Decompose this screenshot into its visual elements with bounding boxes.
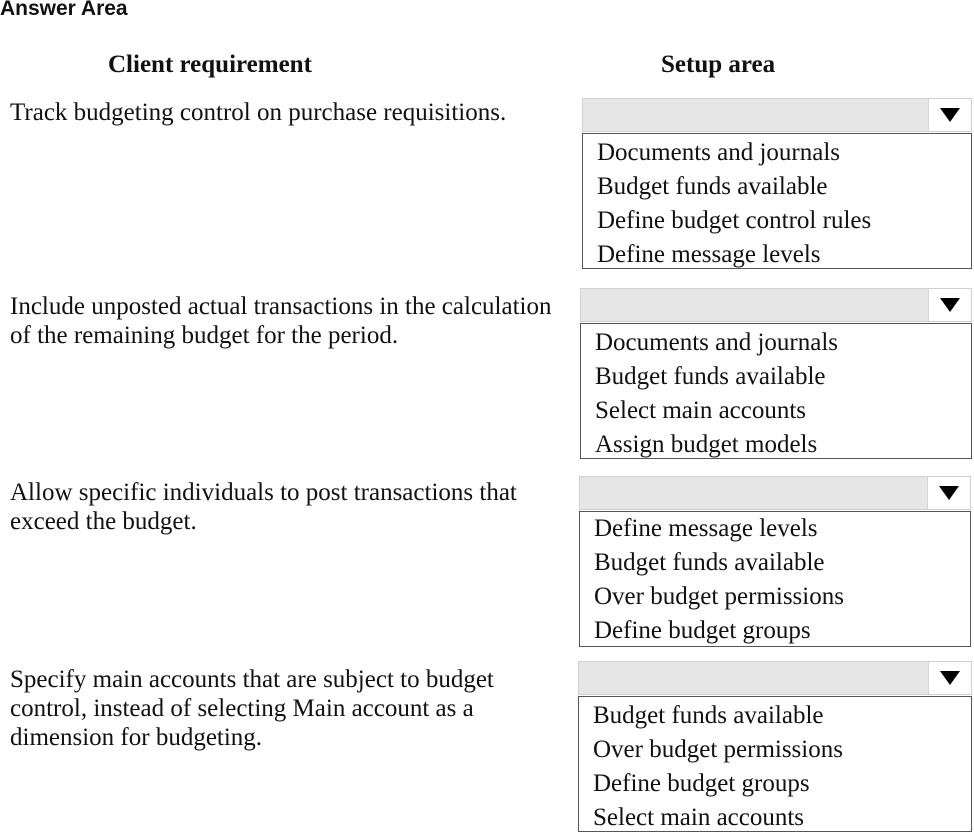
triangle-down-icon[interactable] [927,477,970,509]
setup-area-dropdown-2[interactable] [580,288,972,322]
option-item[interactable]: Documents and journals [597,139,841,166]
dropdown-options-2 [580,323,972,459]
setup-area-header: Setup area [661,51,776,78]
option-item[interactable]: Budget funds available [593,702,824,729]
option-item[interactable]: Budget funds available [594,549,825,576]
option-item[interactable]: Select main accounts [593,804,805,831]
option-item[interactable]: Assign budget models [595,431,818,458]
requirement-text: Include unposted actual transactions in the calculation of the remaining budget for the period. [10,293,552,349]
option-item[interactable]: Define message levels [597,241,821,268]
requirement-text: Specify main accounts that are subject to budget control, instead of selecting Main account as a dimension for budgeting. [10,666,494,751]
triangle-down-icon[interactable] [928,662,971,694]
option-item[interactable]: Over budget permissions [593,736,843,763]
option-item[interactable]: Define budget groups [594,617,811,644]
setup-area-dropdown-1[interactable] [582,98,972,132]
option-item[interactable]: Define message levels [594,515,818,542]
triangle-down-icon[interactable] [928,289,971,321]
triangle-down-icon[interactable] [928,99,971,131]
setup-area-dropdown-4[interactable] [578,661,972,695]
dropdown-options-1 [582,133,972,269]
answer-area-title: Answer Area [0,0,128,20]
requirement-text: Allow specific individuals to post transactions that exceed the budget. [10,479,517,535]
dropdown-options-4 [578,696,972,832]
setup-area-dropdown-3[interactable] [579,476,971,510]
option-item[interactable]: Budget funds available [597,173,828,200]
option-item[interactable]: Budget funds available [595,363,826,390]
option-item[interactable]: Define budget groups [593,770,810,797]
client-requirement-header: Client requirement [108,51,312,78]
requirement-text: Track budgeting control on purchase requisitions. [10,99,507,126]
option-item[interactable]: Documents and journals [595,329,839,356]
option-item[interactable]: Select main accounts [595,397,807,424]
option-item[interactable]: Over budget permissions [594,583,844,610]
dropdown-options-3 [579,511,971,647]
option-item[interactable]: Define budget control rules [597,207,872,234]
